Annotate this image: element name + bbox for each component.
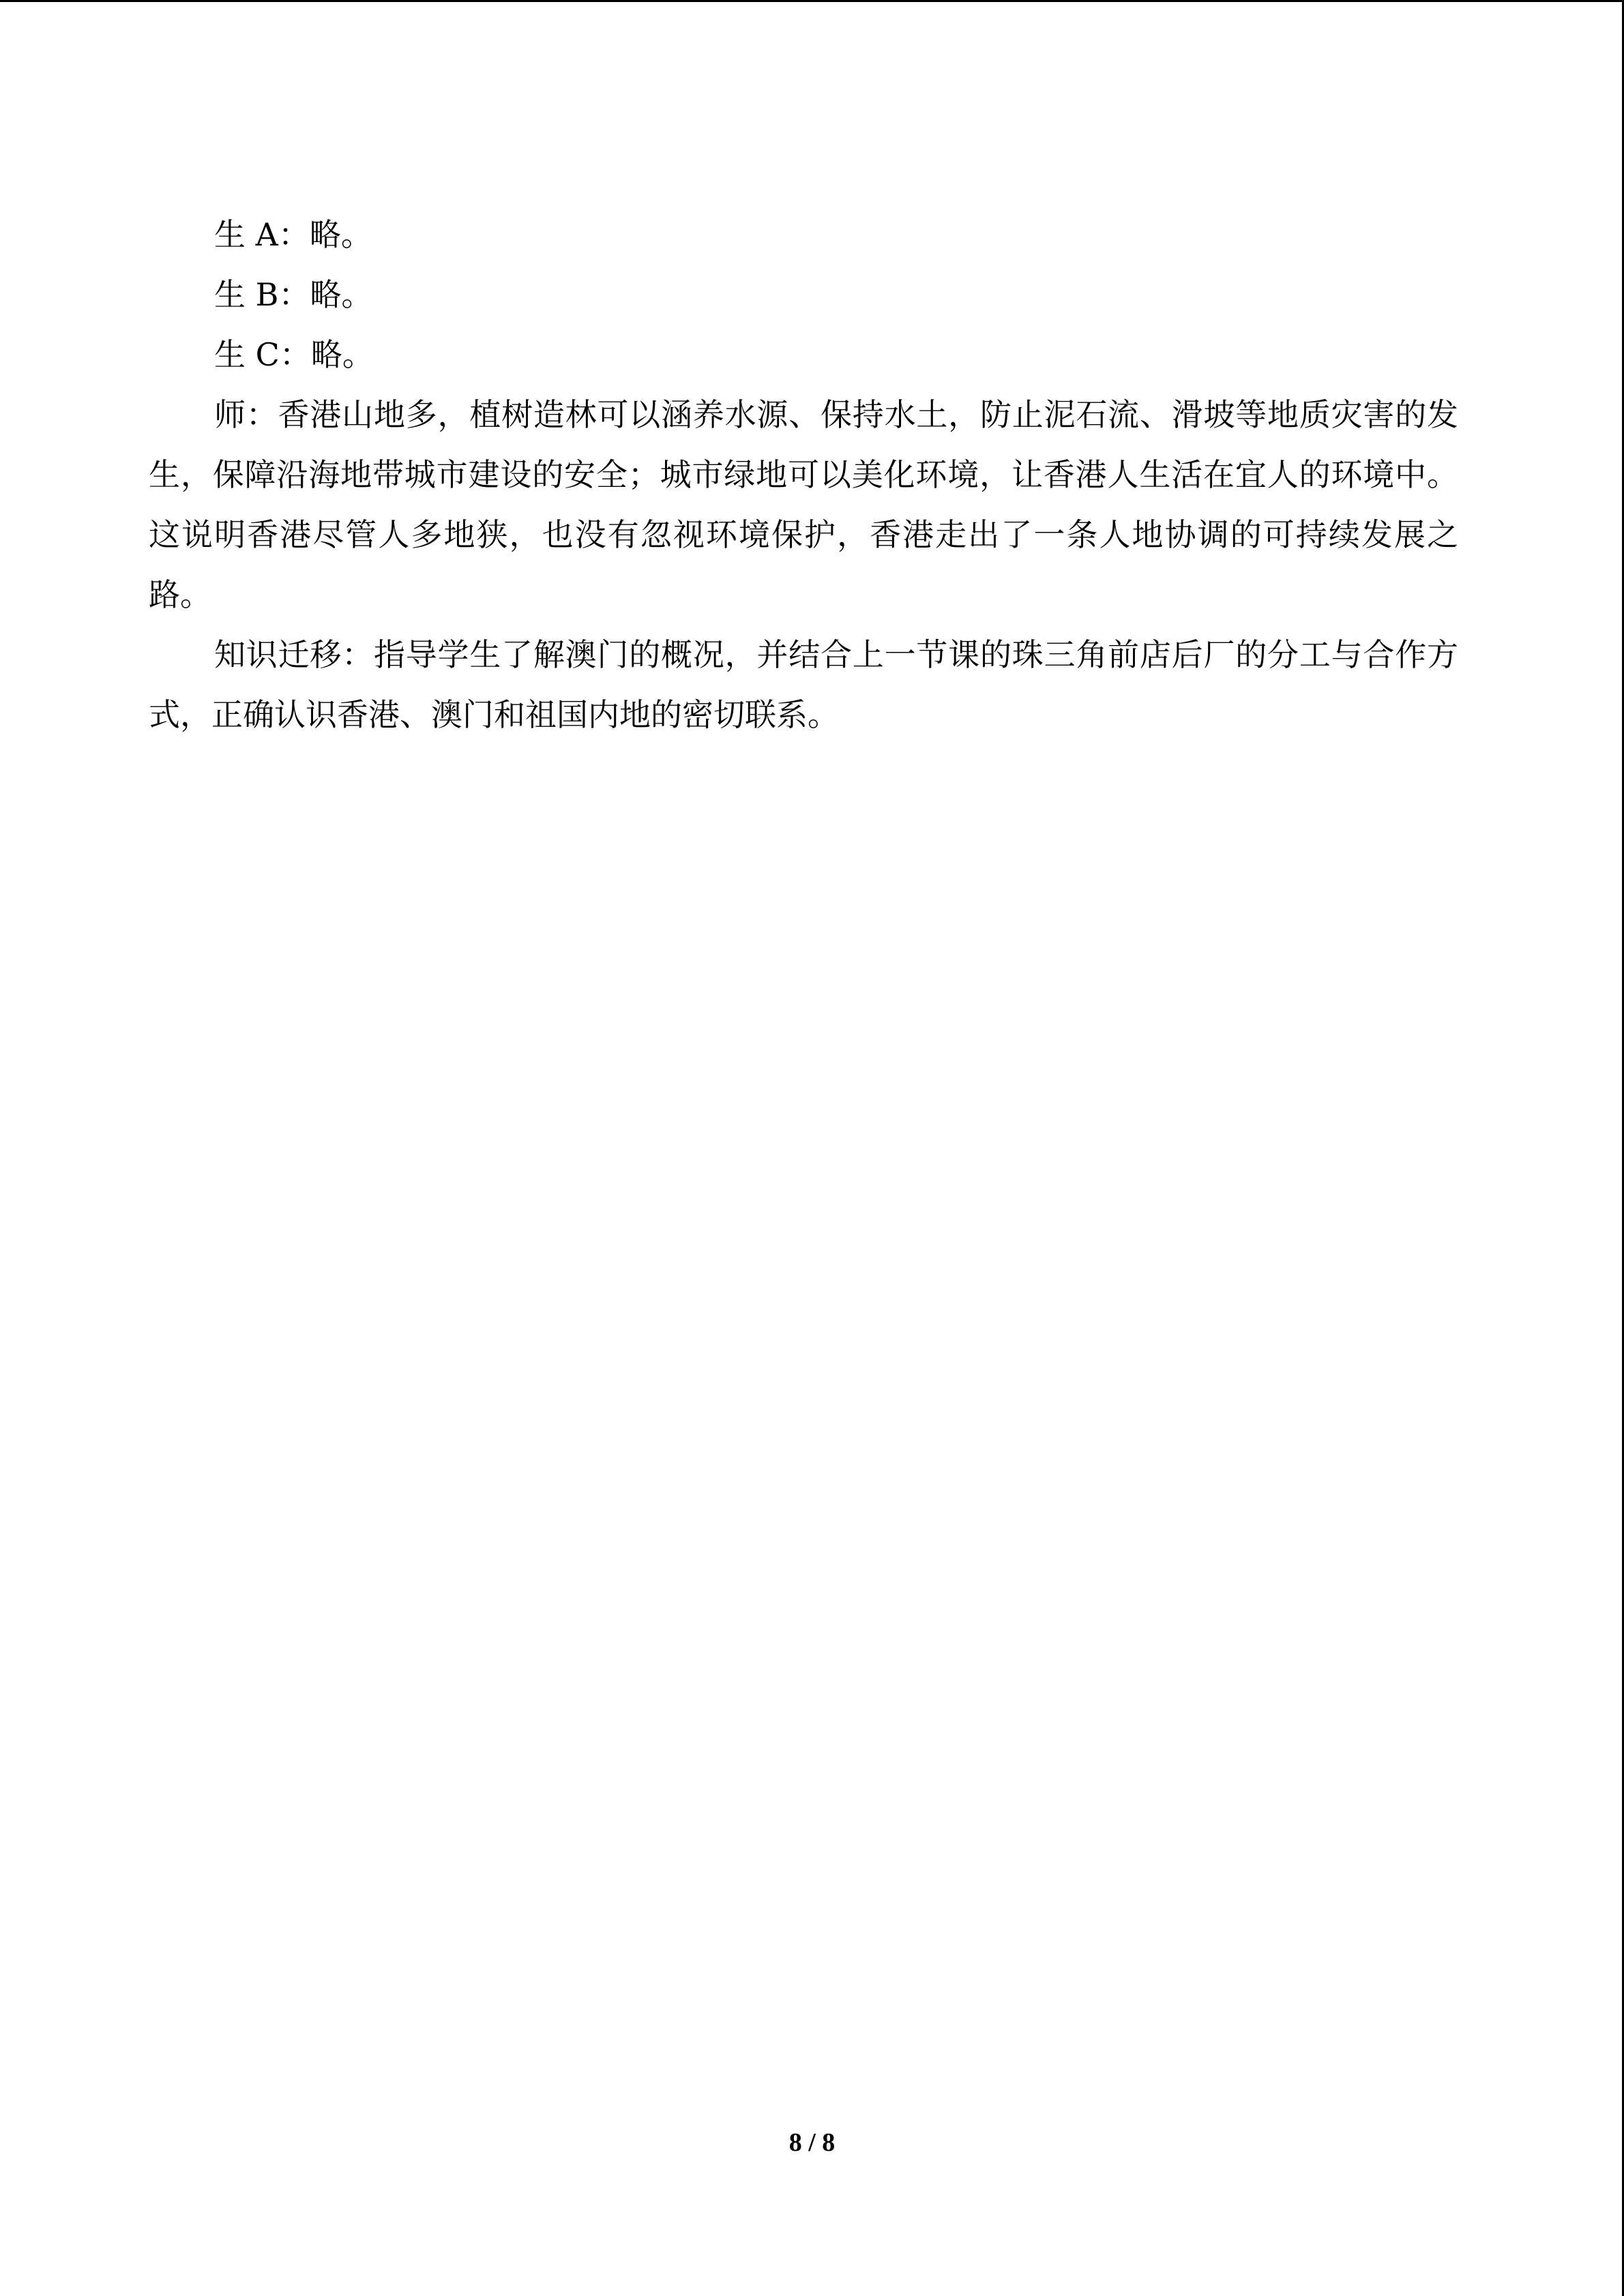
page-number: 8 / 8 xyxy=(788,2128,836,2157)
paragraph-student-a: 生 A：略。 xyxy=(214,216,372,253)
paragraph-knowledge-transfer: 知识迁移：指导学生了解澳门的概况，并结合上一节课的珠三角前店后厂的分工与合作方式，正确认识香港、澳门和祖国内地的密切联系。 xyxy=(149,636,1458,733)
document-body xyxy=(149,205,1458,745)
paragraph-student-c: 生 C：略。 xyxy=(214,336,374,373)
paragraph-teacher: 师：香港山地多，植树造林可以涵养水源、保持水土，防止泥石流、滑坡等地质灾害的发生，保障沿海地带城市建设的安全；城市绿地可以美化环境，让香港人生活在宜人的环境中。这说明香港尽管人多地狭，也没有忽视环境保护，香港走出了一条人地协调的可持续发展之路。 xyxy=(149,396,1458,613)
page-border-top xyxy=(0,0,1624,2)
paragraph-student-b: 生 B：略。 xyxy=(214,276,373,313)
